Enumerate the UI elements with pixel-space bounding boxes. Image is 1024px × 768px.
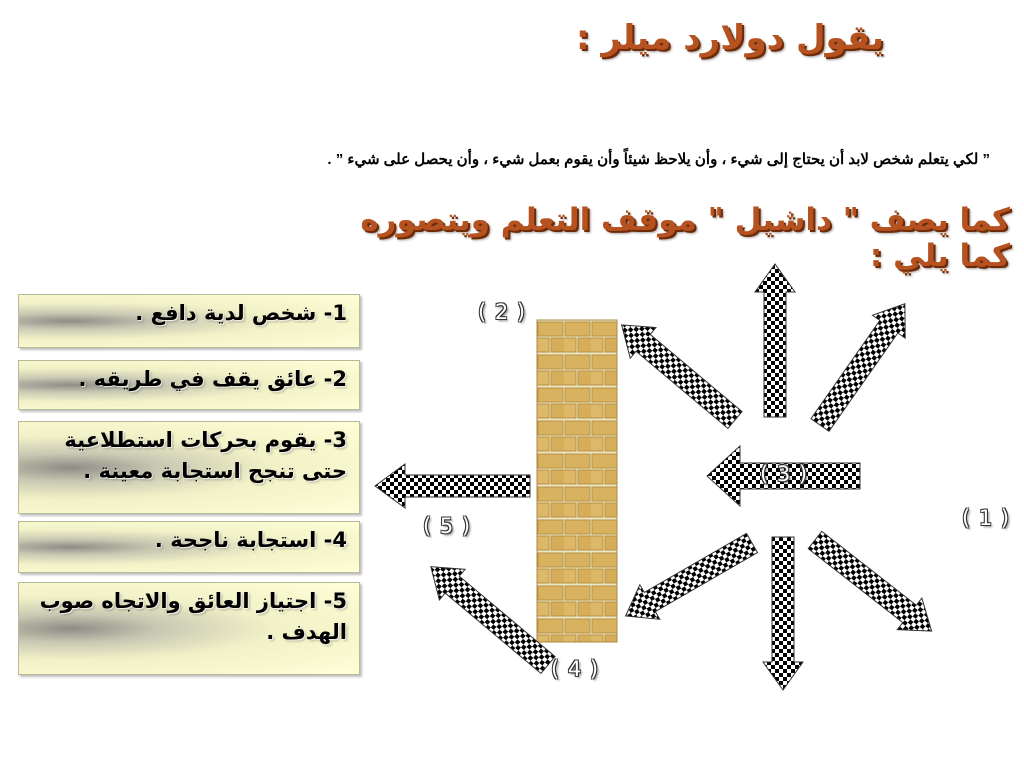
quote-text: ” لكي يتعلم شخص لابد أن يحتاج إلى شيء ، وأن يلاحظ شيئاً وأن يقوم بعمل شيء ، وأن يحصل على شيء ” . xyxy=(327,151,990,168)
step-3-text: 3- يقوم بحركات استطلاعية حتى تنجح استجابة معينة . xyxy=(64,428,347,483)
label-3: ( 3 ) xyxy=(760,462,809,486)
label-2: ( 2 ) xyxy=(478,300,527,324)
step-2-text: 2- عائق يقف في طريقه . xyxy=(78,367,347,391)
arrow-down-left-to-wall xyxy=(616,526,762,634)
label-1: ( 1 ) xyxy=(962,506,1011,530)
arrow-down xyxy=(763,537,803,690)
brick-wall xyxy=(537,320,617,642)
arrow-up-right xyxy=(804,292,922,436)
subtitle: كما يصف " داشيل " موقف التعلم ويتصوره كما يلي : xyxy=(360,202,1010,274)
label-4: ( 4 ) xyxy=(551,657,600,681)
label-5: ( 5 ) xyxy=(423,514,472,538)
step-4-text: 4- استجابة ناجحة . xyxy=(154,528,347,552)
arrow-5-out-left xyxy=(375,464,530,508)
arrow-up-left-to-wall xyxy=(609,310,748,436)
page-title: يقول دولارد ميلر : xyxy=(575,18,885,58)
arrow-down-right xyxy=(803,524,944,647)
step-1-text: 1- شخص لدية دافع . xyxy=(135,301,347,325)
step-5-text: 5- اجتياز العائق والاتجاه صوب الهدف . xyxy=(39,589,347,644)
arrow-up xyxy=(755,264,795,417)
